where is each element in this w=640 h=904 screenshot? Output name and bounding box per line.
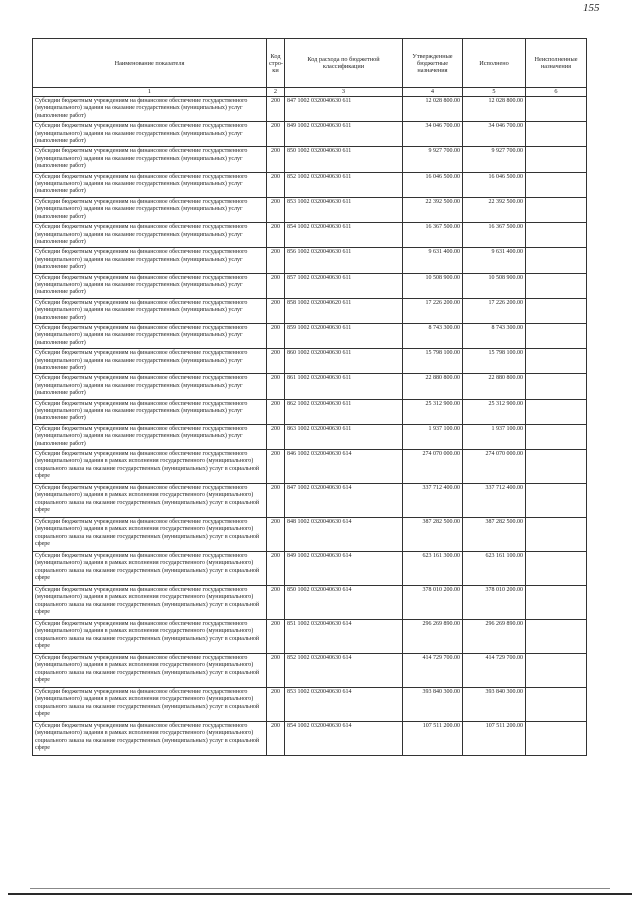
table-row (33, 450, 587, 484)
row-unexecuted-amount (526, 450, 587, 484)
row-unexecuted-amount (526, 248, 587, 273)
table-row (33, 273, 587, 298)
row-executed-amount: 623 161 100.00 (463, 552, 526, 586)
column-number-row (33, 88, 587, 97)
row-indicator-name: Субсидии бюджетным учреждениям на финансовое обеспечение государственного (муниципального) задания в рамках исполнения государственного (муниципального) социального заказа на оказание государственных (муниципальных) услуг в социальной сфере (33, 654, 267, 688)
row-classification-code: 851 1002 0320040630 614 (285, 620, 403, 654)
row-unexecuted-amount (526, 172, 587, 197)
table-row (33, 484, 587, 518)
row-line-code: 200 (267, 688, 285, 722)
row-approved-amount: 12 028 800.00 (403, 97, 463, 122)
row-indicator-name: Субсидии бюджетным учреждениям на финансовое обеспечение государственного (муниципального) задания на оказание государственных (муниципальных) услуг (выполнение работ) (33, 349, 267, 374)
row-approved-amount: 16 367 500.00 (403, 223, 463, 248)
row-unexecuted-amount (526, 323, 587, 348)
row-approved-amount: 274 070 000.00 (403, 450, 463, 484)
row-classification-code: 849 1002 0320040630 614 (285, 552, 403, 586)
row-unexecuted-amount (526, 688, 587, 722)
row-classification-code: 863 1002 0320040630 611 (285, 424, 403, 449)
row-indicator-name: Субсидии бюджетным учреждениям на финансовое обеспечение государственного (муниципального) задания на оказание государственных (муниципальных) услуг (выполнение работ) (33, 374, 267, 399)
row-classification-code: 860 1002 0320040630 611 (285, 349, 403, 374)
table-row (33, 349, 587, 374)
row-indicator-name: Субсидии бюджетным учреждениям на финансовое обеспечение государственного (муниципального) задания на оказание государственных (муниципальных) услуг (выполнение работ) (33, 97, 267, 122)
row-approved-amount: 8 743 300.00 (403, 323, 463, 348)
row-line-code: 200 (267, 399, 285, 424)
row-classification-code: 862 1002 0320040630 611 (285, 399, 403, 424)
row-line-code: 200 (267, 172, 285, 197)
row-approved-amount: 9 631 400.00 (403, 248, 463, 273)
table-row (33, 688, 587, 722)
row-line-code: 200 (267, 552, 285, 586)
row-line-code: 200 (267, 374, 285, 399)
table-row (33, 518, 587, 552)
row-executed-amount: 296 269 890.00 (463, 620, 526, 654)
row-executed-amount: 17 226 200.00 (463, 298, 526, 323)
row-indicator-name: Субсидии бюджетным учреждениям на финансовое обеспечение государственного (муниципального) задания на оказание государственных (муниципальных) услуг (выполнение работ) (33, 399, 267, 424)
row-executed-amount: 9 631 400.00 (463, 248, 526, 273)
row-approved-amount: 10 508 900.00 (403, 273, 463, 298)
table-row (33, 172, 587, 197)
row-classification-code: 850 1002 0320040630 611 (285, 147, 403, 172)
row-line-code: 200 (267, 248, 285, 273)
row-approved-amount: 15 798 100.00 (403, 349, 463, 374)
row-executed-amount: 387 282 500.00 (463, 518, 526, 552)
row-line-code: 200 (267, 97, 285, 122)
row-classification-code: 849 1002 0320040630 611 (285, 122, 403, 147)
row-unexecuted-amount (526, 484, 587, 518)
column-number: 1 (33, 88, 267, 97)
row-classification-code: 858 1002 0320040620 611 (285, 298, 403, 323)
report-table (32, 38, 587, 756)
row-unexecuted-amount (526, 620, 587, 654)
row-approved-amount: 1 937 100.00 (403, 424, 463, 449)
row-approved-amount: 378 010 200.00 (403, 586, 463, 620)
table-row (33, 399, 587, 424)
row-indicator-name: Субсидии бюджетным учреждениям на финансовое обеспечение государственного (муниципального) задания в рамках исполнения государственного (муниципального) социального заказа на оказание государственных (муниципальных) услуг в социальной сфере (33, 518, 267, 552)
row-indicator-name: Субсидии бюджетным учреждениям на финансовое обеспечение государственного (муниципального) задания на оказание государственных (муниципальных) услуг (выполнение работ) (33, 248, 267, 273)
row-approved-amount: 9 927 700.00 (403, 147, 463, 172)
row-executed-amount: 15 798 100.00 (463, 349, 526, 374)
row-line-code: 200 (267, 147, 285, 172)
row-indicator-name: Субсидии бюджетным учреждениям на финансовое обеспечение государственного (муниципального) задания на оказание государственных (муниципальных) услуг (выполнение работ) (33, 298, 267, 323)
column-number: 5 (463, 88, 526, 97)
row-line-code: 200 (267, 273, 285, 298)
column-number: 4 (403, 88, 463, 97)
table-row (33, 223, 587, 248)
table-body (33, 97, 587, 756)
row-line-code: 200 (267, 197, 285, 222)
row-approved-amount: 623 161 300.00 (403, 552, 463, 586)
column-number: 6 (526, 88, 587, 97)
row-unexecuted-amount (526, 97, 587, 122)
row-classification-code: 859 1002 0320040630 611 (285, 323, 403, 348)
row-line-code: 200 (267, 484, 285, 518)
row-executed-amount: 8 743 300.00 (463, 323, 526, 348)
row-executed-amount: 34 046 700.00 (463, 122, 526, 147)
row-line-code: 200 (267, 518, 285, 552)
row-unexecuted-amount (526, 424, 587, 449)
row-indicator-name: Субсидии бюджетным учреждениям на финансовое обеспечение государственного (муниципального) задания на оказание государственных (муниципальных) услуг (выполнение работ) (33, 424, 267, 449)
row-unexecuted-amount (526, 197, 587, 222)
header-executed: Исполнено (463, 39, 526, 88)
scan-edge-line (8, 893, 632, 895)
row-unexecuted-amount (526, 399, 587, 424)
table-row (33, 586, 587, 620)
table-row (33, 722, 587, 756)
row-indicator-name: Субсидии бюджетным учреждениям на финансовое обеспечение государственного (муниципального) задания в рамках исполнения государственного (муниципального) социального заказа на оказание государственных (муниципальных) услуг в социальной сфере (33, 722, 267, 756)
row-executed-amount: 25 312 900.00 (463, 399, 526, 424)
row-classification-code: 861 1002 0320040630 611 (285, 374, 403, 399)
table-row (33, 97, 587, 122)
row-classification-code: 852 1002 0320040630 611 (285, 172, 403, 197)
row-executed-amount: 107 511 200.00 (463, 722, 526, 756)
row-line-code: 200 (267, 586, 285, 620)
row-classification-code: 852 1002 0320040630 614 (285, 654, 403, 688)
table-row (33, 147, 587, 172)
table-row (33, 620, 587, 654)
row-unexecuted-amount (526, 298, 587, 323)
row-line-code: 200 (267, 722, 285, 756)
page-number: 155 (583, 2, 600, 14)
table-row (33, 122, 587, 147)
row-approved-amount: 17 226 200.00 (403, 298, 463, 323)
table-row (33, 197, 587, 222)
row-classification-code: 853 1002 0320040630 614 (285, 688, 403, 722)
row-indicator-name: Субсидии бюджетным учреждениям на финансовое обеспечение государственного (муниципального) задания в рамках исполнения государственного (муниципального) социального заказа на оказание государственных (муниципальных) услуг в социальной сфере (33, 484, 267, 518)
table-row (33, 248, 587, 273)
row-approved-amount: 296 269 890.00 (403, 620, 463, 654)
row-line-code: 200 (267, 122, 285, 147)
row-approved-amount: 337 712 400.00 (403, 484, 463, 518)
column-number: 3 (285, 88, 403, 97)
row-classification-code: 847 1002 0320040630 611 (285, 97, 403, 122)
header-approved-appropriations: Утвержденные бюджетные назначения (403, 39, 463, 88)
row-indicator-name: Субсидии бюджетным учреждениям на финансовое обеспечение государственного (муниципального) задания на оказание государственных (муниципальных) услуг (выполнение работ) (33, 172, 267, 197)
row-executed-amount: 22 392 500.00 (463, 197, 526, 222)
table-row (33, 298, 587, 323)
row-approved-amount: 34 046 700.00 (403, 122, 463, 147)
row-unexecuted-amount (526, 374, 587, 399)
row-classification-code: 848 1002 0320040630 614 (285, 518, 403, 552)
table-row (33, 552, 587, 586)
row-indicator-name: Субсидии бюджетным учреждениям на финансовое обеспечение государственного (муниципального) задания в рамках исполнения государственного (муниципального) социального заказа на оказание государственных (муниципальных) услуг в социальной сфере (33, 450, 267, 484)
row-unexecuted-amount (526, 122, 587, 147)
row-unexecuted-amount (526, 273, 587, 298)
row-approved-amount: 393 840 300.00 (403, 688, 463, 722)
row-line-code: 200 (267, 450, 285, 484)
row-classification-code: 854 1002 0320040630 611 (285, 223, 403, 248)
header-indicator-name: Наименование показателя (33, 39, 267, 88)
row-line-code: 200 (267, 323, 285, 348)
row-classification-code: 850 1002 0320040630 614 (285, 586, 403, 620)
row-approved-amount: 16 046 500.00 (403, 172, 463, 197)
scan-edge-line (30, 888, 610, 889)
row-unexecuted-amount (526, 654, 587, 688)
row-executed-amount: 378 010 200.00 (463, 586, 526, 620)
row-indicator-name: Субсидии бюджетным учреждениям на финансовое обеспечение государственного (муниципального) задания на оказание государственных (муниципальных) услуг (выполнение работ) (33, 273, 267, 298)
row-classification-code: 847 1002 0320040630 614 (285, 484, 403, 518)
row-line-code: 200 (267, 298, 285, 323)
row-unexecuted-amount (526, 223, 587, 248)
row-indicator-name: Субсидии бюджетным учреждениям на финансовое обеспечение государственного (муниципального) задания в рамках исполнения государственного (муниципального) социального заказа на оказание государственных (муниципальных) услуг в социальной сфере (33, 586, 267, 620)
row-unexecuted-amount (526, 586, 587, 620)
row-executed-amount: 1 937 100.00 (463, 424, 526, 449)
row-executed-amount: 274 070 000.00 (463, 450, 526, 484)
row-executed-amount: 12 028 800.00 (463, 97, 526, 122)
row-line-code: 200 (267, 654, 285, 688)
row-classification-code: 856 1002 0320040630 611 (285, 248, 403, 273)
row-unexecuted-amount (526, 147, 587, 172)
row-executed-amount: 16 367 500.00 (463, 223, 526, 248)
row-classification-code: 846 1002 0320040630 614 (285, 450, 403, 484)
row-line-code: 200 (267, 424, 285, 449)
row-unexecuted-amount (526, 518, 587, 552)
column-number: 2 (267, 88, 285, 97)
row-unexecuted-amount (526, 349, 587, 374)
row-line-code: 200 (267, 223, 285, 248)
row-indicator-name: Субсидии бюджетным учреждениям на финансовое обеспечение государственного (муниципального) задания на оказание государственных (муниципальных) услуг (выполнение работ) (33, 147, 267, 172)
row-classification-code: 854 1002 0320040630 614 (285, 722, 403, 756)
row-classification-code: 853 1002 0320040630 611 (285, 197, 403, 222)
header-row (33, 39, 587, 88)
row-indicator-name: Субсидии бюджетным учреждениям на финансовое обеспечение государственного (муниципального) задания в рамках исполнения государственного (муниципального) социального заказа на оказание государственных (муниципальных) услуг в социальной сфере (33, 620, 267, 654)
row-executed-amount: 393 840 300.00 (463, 688, 526, 722)
row-approved-amount: 22 880 800.00 (403, 374, 463, 399)
table-row (33, 323, 587, 348)
row-indicator-name: Субсидии бюджетным учреждениям на финансовое обеспечение государственного (муниципального) задания в рамках исполнения государственного (муниципального) социального заказа на оказание государственных (муниципальных) услуг в социальной сфере (33, 552, 267, 586)
header-budget-classification: Код расхода по бюджетной классификации (285, 39, 403, 88)
row-approved-amount: 25 312 900.00 (403, 399, 463, 424)
row-indicator-name: Субсидии бюджетным учреждениям на финансовое обеспечение государственного (муниципального) задания на оказание государственных (муниципальных) услуг (выполнение работ) (33, 197, 267, 222)
row-line-code: 200 (267, 620, 285, 654)
table-row (33, 424, 587, 449)
row-approved-amount: 387 282 500.00 (403, 518, 463, 552)
header-unexecuted: Неисполненные назначения (526, 39, 587, 88)
row-executed-amount: 10 508 900.00 (463, 273, 526, 298)
row-indicator-name: Субсидии бюджетным учреждениям на финансовое обеспечение государственного (муниципального) задания на оказание государственных (муниципальных) услуг (выполнение работ) (33, 122, 267, 147)
row-classification-code: 857 1002 0320040630 611 (285, 273, 403, 298)
row-unexecuted-amount (526, 722, 587, 756)
row-indicator-name: Субсидии бюджетным учреждениям на финансовое обеспечение государственного (муниципального) задания на оказание государственных (муниципальных) услуг (выполнение работ) (33, 223, 267, 248)
row-executed-amount: 22 880 800.00 (463, 374, 526, 399)
row-line-code: 200 (267, 349, 285, 374)
row-indicator-name: Субсидии бюджетным учреждениям на финансовое обеспечение государственного (муниципального) задания в рамках исполнения государственного (муниципального) социального заказа на оказание государственных (муниципальных) услуг в социальной сфере (33, 688, 267, 722)
row-executed-amount: 16 046 500.00 (463, 172, 526, 197)
row-approved-amount: 22 392 500.00 (403, 197, 463, 222)
row-executed-amount: 9 927 700.00 (463, 147, 526, 172)
row-indicator-name: Субсидии бюджетным учреждениям на финансовое обеспечение государственного (муниципального) задания на оказание государственных (муниципальных) услуг (выполнение работ) (33, 323, 267, 348)
row-executed-amount: 414 729 700.00 (463, 654, 526, 688)
header-row-code: Код стро- ки (267, 39, 285, 88)
table-row (33, 374, 587, 399)
table-row (33, 654, 587, 688)
row-unexecuted-amount (526, 552, 587, 586)
row-approved-amount: 414 729 700.00 (403, 654, 463, 688)
row-approved-amount: 107 511 200.00 (403, 722, 463, 756)
row-executed-amount: 337 712 400.00 (463, 484, 526, 518)
